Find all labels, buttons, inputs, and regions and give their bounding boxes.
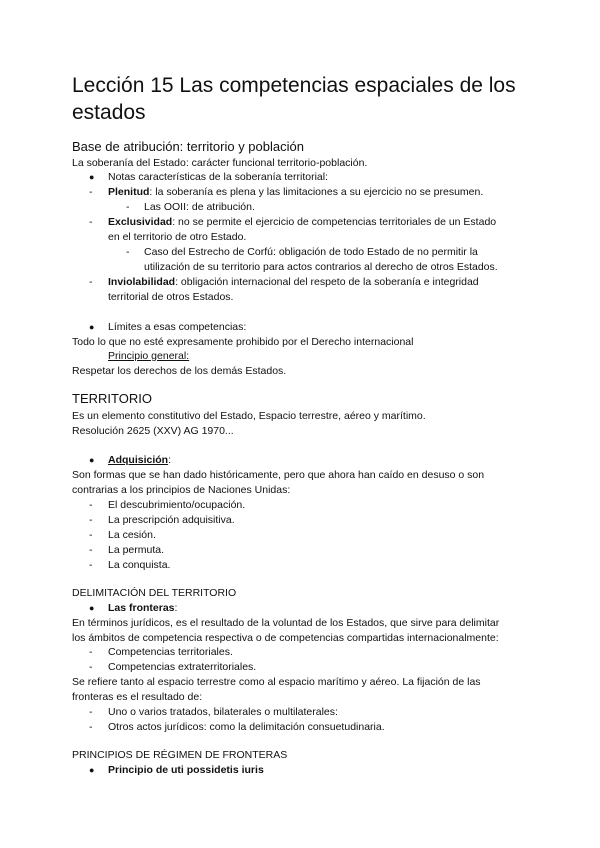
section-heading-delimitacion: DELIMITACIÓN DEL TERRITORIO — [72, 587, 237, 599]
term-fronteras: Las fronteras — [108, 602, 175, 614]
dash-icon: - — [89, 721, 93, 733]
sub-list-item: Las OOII: de atribución. — [144, 201, 255, 213]
term-uti-possidetis: Principio de uti possidetis iuris — [108, 764, 264, 776]
list-item: El descubrimiento/ocupación. — [108, 499, 246, 511]
list-item-text: : no se permite el ejercicio de competencias territoriales de un Estado — [172, 216, 497, 228]
page-title-line1: Lección 15 Las competencias espaciales de los — [72, 74, 516, 97]
list-item-continuation: territorial de otros Estados. — [108, 291, 234, 303]
dash-icon: - — [89, 706, 93, 718]
paragraph: los ámbitos de competencia respectiva o de competencias compartidas internacionalmente: — [72, 632, 499, 644]
dash-icon: - — [89, 661, 93, 673]
underlined-subheading: Principio general: — [108, 350, 190, 362]
sub-list-item: Caso del Estrecho de Corfú: obligación de todo Estado de no permitir la — [144, 246, 478, 258]
section-heading-base: Base de atribución: territorio y población — [72, 139, 304, 154]
bullet-item: Notas características de la soberanía territorial: — [108, 171, 329, 183]
list-item-text: : la soberanía es plena y las limitaciones a su ejercicio no se presumen. — [149, 186, 484, 198]
dash-icon: - — [126, 201, 130, 213]
paragraph: Todo lo que no esté expresamente prohibido por el Derecho internacional — [72, 336, 414, 348]
dash-icon: - — [89, 559, 93, 571]
list-item: La conquista. — [108, 559, 171, 571]
bullet-icon: ● — [89, 322, 95, 332]
bullet-item: Límites a esas competencias: — [108, 321, 247, 333]
bullet-item-adquisicion — [108, 453, 171, 467]
list-item: Otros actos jurídicos: como la delimitación consuetudinaria. — [108, 721, 385, 733]
paragraph: Respetar los derechos de los demás Estados. — [72, 365, 287, 377]
bullet-item-fronteras — [108, 601, 177, 615]
list-item: Competencias territoriales. — [108, 646, 233, 658]
term-plenitud: Plenitud — [108, 186, 150, 198]
colon-text: : — [174, 602, 178, 614]
bullet-icon: ● — [89, 172, 95, 182]
list-item-text: : obligación internacional del respeto de la soberanía e integridad — [175, 276, 479, 288]
paragraph: Son formas que se han dado históricamente, pero que ahora han caído en desuso o son — [72, 469, 485, 481]
term-adquisicion: Adquisición — [108, 454, 169, 466]
sub-list-item-continuation: utilización de su territorio para actos contrarios al derecho de otros Estados. — [144, 261, 498, 273]
list-item: La prescripción adquisitiva. — [108, 514, 235, 526]
list-item-exclusividad — [108, 215, 496, 229]
dash-icon: - — [126, 246, 130, 258]
dash-icon: - — [89, 216, 93, 228]
dash-icon: - — [89, 514, 93, 526]
list-item-continuation: en el territorio de otro Estado. — [108, 231, 247, 243]
bullet-icon: ● — [89, 765, 95, 775]
paragraph: fronteras es el resultado de: — [72, 691, 203, 703]
dash-icon: - — [89, 186, 93, 198]
dash-icon: - — [89, 646, 93, 658]
bullet-icon: ● — [89, 603, 95, 613]
dash-icon: - — [89, 529, 93, 541]
page-title-line2: estados — [72, 101, 146, 124]
term-inviolabilidad: Inviolabilidad — [108, 276, 176, 288]
section-heading-principios: PRINCIPIOS DE RÉGIMEN DE FRONTERAS — [72, 749, 288, 761]
list-item: La cesión. — [108, 529, 156, 541]
list-item: La permuta. — [108, 544, 165, 556]
paragraph: En términos jurídicos, es el resultado de la voluntad de los Estados, que sirve para delimitar — [72, 617, 500, 629]
list-item: Uno o varios tratados, bilaterales o multilaterales: — [108, 706, 338, 718]
bullet-icon: ● — [89, 455, 95, 465]
dash-icon: - — [89, 276, 93, 288]
paragraph: Se refiere tanto al espacio terrestre como al espacio marítimo y aéreo. La fijación de las — [72, 676, 481, 688]
list-item: Competencias extraterritoriales. — [108, 661, 257, 673]
paragraph: Resolución 2625 (XXV) AG 1970... — [72, 425, 234, 437]
bullet-item-uti-possidetis — [108, 763, 264, 777]
list-item-plenitud — [108, 185, 483, 199]
dash-icon: - — [89, 499, 93, 511]
dash-icon: - — [89, 544, 93, 556]
term-exclusividad: Exclusividad — [108, 216, 173, 228]
paragraph: contrarias a los principios de Naciones Unidas: — [72, 484, 291, 496]
paragraph: La soberanía del Estado: carácter funcional territorio-población. — [72, 157, 368, 169]
paragraph: Es un elemento constitutivo del Estado, Espacio terrestre, aéreo y marítimo. — [72, 410, 426, 422]
list-item-inviolabilidad — [108, 275, 479, 289]
colon-text: : — [168, 454, 172, 466]
section-heading-territorio: TERRITORIO — [72, 391, 152, 406]
